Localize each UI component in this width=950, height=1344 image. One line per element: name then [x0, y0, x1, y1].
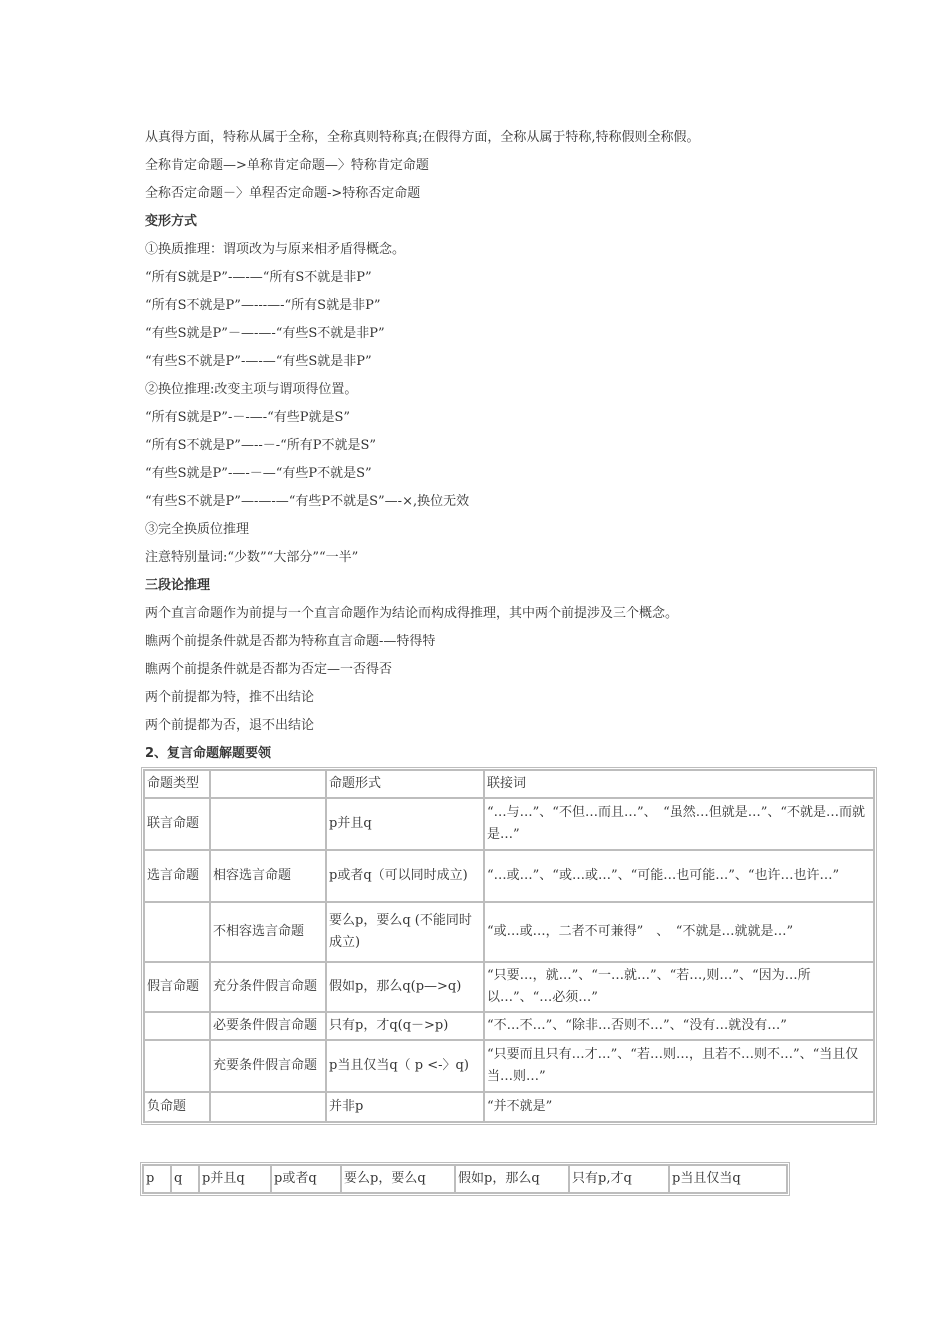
text-line: 注意特别量词:“少数”“大部分”“一半”: [145, 550, 359, 565]
table-header-cell: p并且q: [199, 1165, 271, 1193]
text-line: 两个直言命题作为前提与一个直言命题作为结论而构成得推理，其中两个前提涉及三个概念。: [145, 606, 679, 621]
table-cell: 相容选言命题: [210, 850, 326, 902]
table-cell: 充要条件假言命题: [210, 1040, 326, 1092]
table-row: [144, 1012, 874, 1040]
truth-table-header: [140, 1162, 790, 1196]
table-cell: p当且仅当q（ p <-〉q): [326, 1040, 484, 1092]
text-line: “有些S不就是P”-—-—“有些S就是非P”: [145, 354, 372, 369]
table-cell: “或…或…，二者不可兼得” 、 “不就是…就就是…”: [484, 902, 874, 962]
text-line: 瞧两个前提条件就是否都为否定—一否得否: [145, 662, 393, 677]
section-heading: 2、复言命题解题要领: [145, 746, 272, 761]
table-header-cell: 只有p,才q: [569, 1165, 669, 1193]
section-heading: 变形方式: [145, 214, 198, 229]
table-header-cell: p当且仅当q: [669, 1165, 787, 1193]
text-line: ②换位推理:改变主项与谓项得位置。: [145, 382, 358, 397]
text-line: 从真得方面，特称从属于全称，全称真则特称真;在假得方面，全称从属于特称,特称假则全称假。: [145, 130, 700, 145]
table-row: [144, 1092, 874, 1122]
table-cell: 假言命题: [144, 962, 210, 1012]
text-line: 全称肯定命题—>单称肯定命题—〉特称肯定命题: [145, 158, 429, 173]
table-cell: 负命题: [144, 1092, 210, 1122]
text-line: ①换质推理：谓项改为与原来相矛盾得概念。: [145, 242, 406, 257]
text-line: “有些S就是P”-—-－—“有些P不就是S”: [145, 466, 372, 481]
section-heading: 三段论推理: [145, 578, 211, 593]
table-header-cell: 要么p，要么q: [341, 1165, 455, 1193]
text-line: 瞧两个前提条件就是否都为特称直言命题-—特得特: [145, 634, 436, 649]
table-cell: 选言命题: [144, 850, 210, 902]
table-cell: “不…不…”、“除非…否则不…”、“没有…就没有…”: [484, 1012, 874, 1040]
table-cell: [210, 1092, 326, 1122]
table-cell: 必要条件假言命题: [210, 1012, 326, 1040]
table-row: [144, 850, 874, 902]
table-cell: 充分条件假言命题: [210, 962, 326, 1012]
table-cell: 假如p，那么q(p—>q): [326, 962, 484, 1012]
table-cell: p并且q: [326, 798, 484, 850]
table-header-cell: 联接词: [484, 770, 874, 798]
table-cell: [210, 798, 326, 850]
table-cell: [144, 1012, 210, 1040]
text-line: “有些S不就是P”—-—-—“有些P不就是S”—-×,换位无效: [145, 494, 470, 509]
text-line: “所有S不就是P”—---—-“所有S就是非P”: [145, 298, 381, 313]
table-cell: [144, 1040, 210, 1092]
table-cell: “…与…”、“不但…而且…”、 “虽然…但就是…”、“不就是…而就是…”: [484, 798, 874, 850]
table-header-cell: 假如p，那么q: [455, 1165, 569, 1193]
table-header-cell: 命题形式: [326, 770, 484, 798]
text-line: “有些S就是P”－—-—-“有些S不就是非P”: [145, 326, 385, 341]
table-row: [144, 798, 874, 850]
text-line: 两个前提都为特，推不出结论: [145, 690, 315, 705]
table-cell: 并非p: [326, 1092, 484, 1122]
table-cell: “…或…”、“或…或…”、“可能…也可能…”、“也许…也许…”: [484, 850, 874, 902]
table-row: [143, 1165, 787, 1193]
text-line: ③完全换质位推理: [145, 522, 250, 537]
table-cell: “并不就是”: [484, 1092, 874, 1122]
table-row: [144, 1040, 874, 1092]
compound-proposition-table: [141, 767, 877, 1125]
table-cell: 要么p，要么q (不能同时成立): [326, 902, 484, 962]
table-cell: 联言命题: [144, 798, 210, 850]
table-cell: 不相容选言命题: [210, 902, 326, 962]
table-header-cell: 命题类型: [144, 770, 210, 798]
table-cell: p或者q（可以同时成立): [326, 850, 484, 902]
table-header-cell: [210, 770, 326, 798]
table-cell: 只有p，才q(q－>p): [326, 1012, 484, 1040]
table-row: [144, 770, 874, 798]
table-cell: [144, 902, 210, 962]
table-row: [144, 962, 874, 1012]
text-body: [145, 124, 905, 768]
text-line: “所有S就是P”-—-—“所有S不就是非P”: [145, 270, 372, 285]
table-header-cell: p或者q: [271, 1165, 341, 1193]
text-line: 两个前提都为否，退不出结论: [145, 718, 315, 733]
table-row: [144, 902, 874, 962]
table-header-cell: q: [171, 1165, 199, 1193]
text-line: 全称否定命题－〉单程否定命题->特称否定命题: [145, 186, 421, 201]
table-header-cell: p: [143, 1165, 171, 1193]
text-line: “所有S就是P”-－-—-“有些P就是S”: [145, 410, 351, 425]
table-cell: “只要而且只有…才…”、“若…则…，且若不…则不…”、“当且仅当…则…”: [484, 1040, 874, 1092]
text-line: “所有S不就是P”—--－-“所有P不就是S”: [145, 438, 377, 453]
table-cell: “只要…，就…”、“一…就…”、“若…,则…”、“因为…所以…”、“…必须…”: [484, 962, 874, 1012]
